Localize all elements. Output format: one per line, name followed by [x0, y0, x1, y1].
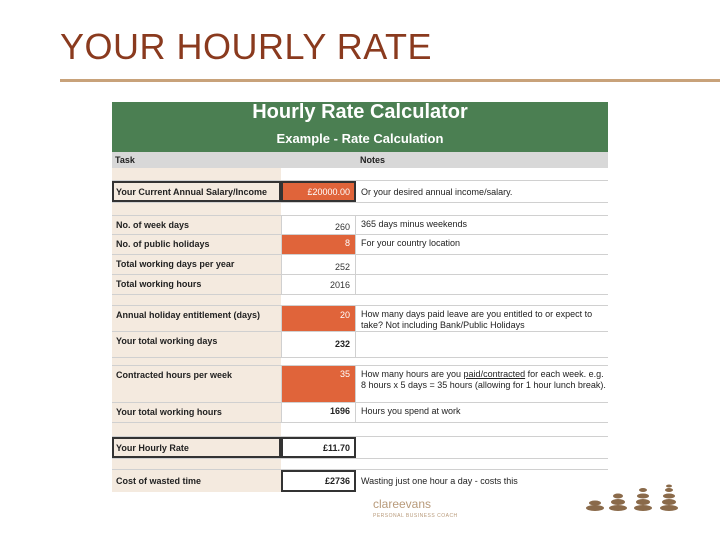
spacer-task-cell	[112, 423, 281, 436]
notes-emphasis: paid/contracted	[463, 369, 526, 379]
spacer-row	[112, 168, 608, 181]
table-row	[112, 366, 608, 403]
notes-cell: 365 days minus weekends	[361, 219, 468, 229]
table-row	[112, 235, 608, 255]
brand-logo: clareevans	[373, 497, 432, 511]
sheet-title: Hourly Rate Calculator	[252, 102, 468, 123]
spacer-task-cell	[112, 203, 281, 215]
slide-title: YOUR HOURLY RATE	[60, 26, 433, 67]
table-row	[112, 216, 608, 235]
task-cell: Your total working days	[112, 332, 281, 357]
rate-calculator-sheet	[112, 102, 608, 504]
value-cell: 2016	[281, 275, 356, 294]
notes-cell: For your country location	[361, 238, 461, 248]
notes-text: for each week. e.g. 8 hours x 5 days = 35 hours (allowing for 1 hour lunch break).	[361, 369, 606, 390]
sheet-header	[112, 102, 608, 152]
column-header-notes: Notes	[357, 152, 608, 168]
sheet-subtitle: Example - Rate Calculation	[276, 131, 444, 146]
notes-cell	[357, 255, 608, 274]
wasted-cost-value: £2736	[281, 470, 356, 492]
spacer-row	[112, 358, 608, 366]
table-row	[112, 403, 608, 423]
spacer-row	[112, 295, 608, 306]
table-row	[112, 255, 608, 275]
table-row	[112, 306, 608, 332]
title-divider	[60, 79, 720, 82]
spacer-task-cell	[112, 459, 281, 469]
hourly-rate-value: £11.70	[281, 437, 356, 458]
value-input[interactable]: 20	[281, 306, 356, 331]
spacer-task-cell	[112, 168, 281, 180]
task-cell: No. of week days	[112, 216, 281, 234]
spacer-task-cell	[112, 295, 281, 305]
task-cell: Your Hourly Rate	[112, 437, 281, 458]
notes-cell: How many days paid leave are you entitled to or expect to take? Not including Bank/Public Holidays	[361, 309, 593, 330]
task-cell: Cost of wasted time	[112, 470, 281, 492]
value-input[interactable]: £20000.00	[281, 181, 356, 202]
value-cell: 260	[281, 216, 356, 234]
notes-text: How many hours are you	[361, 369, 464, 379]
task-cell: Annual holiday entitlement (days)	[112, 306, 281, 331]
table-row	[112, 470, 608, 492]
task-cell: Your Current Annual Salary/Income	[112, 181, 281, 202]
notes-cell	[357, 366, 608, 402]
notes-cell: Wasting just one hour a day - costs this	[361, 476, 518, 486]
table-row	[112, 275, 608, 295]
notes-cell	[357, 275, 608, 294]
brand-tagline: PERSONAL BUSINESS COACH	[373, 513, 458, 519]
task-cell: Total working days per year	[112, 255, 281, 274]
notes-cell: Hours you spend at work	[361, 406, 461, 416]
notes-cell	[357, 332, 608, 357]
task-cell: Total working hours	[112, 275, 281, 294]
value-cell: 232	[281, 332, 356, 357]
table-row	[112, 181, 608, 203]
notes-cell: Or your desired annual income/salary.	[361, 187, 513, 197]
spacer-row	[112, 203, 608, 216]
value-cell: 1696	[281, 403, 356, 422]
value-input[interactable]: 35	[281, 366, 356, 402]
table-row	[112, 437, 608, 459]
notes-cell	[357, 437, 608, 458]
spacer-row	[112, 423, 608, 437]
value-input[interactable]: 8	[281, 235, 356, 254]
task-cell: Your total working hours	[112, 403, 281, 422]
spacer-row	[112, 459, 608, 470]
stacked-stones-icon	[583, 484, 693, 512]
task-cell: No. of public holidays	[112, 235, 281, 254]
spacer-task-cell	[112, 358, 281, 365]
column-header-value	[281, 152, 357, 168]
task-cell: Contracted hours per week	[112, 366, 281, 402]
column-header-task: Task	[112, 152, 281, 168]
table-row	[112, 332, 608, 358]
value-cell: 252	[281, 255, 356, 274]
